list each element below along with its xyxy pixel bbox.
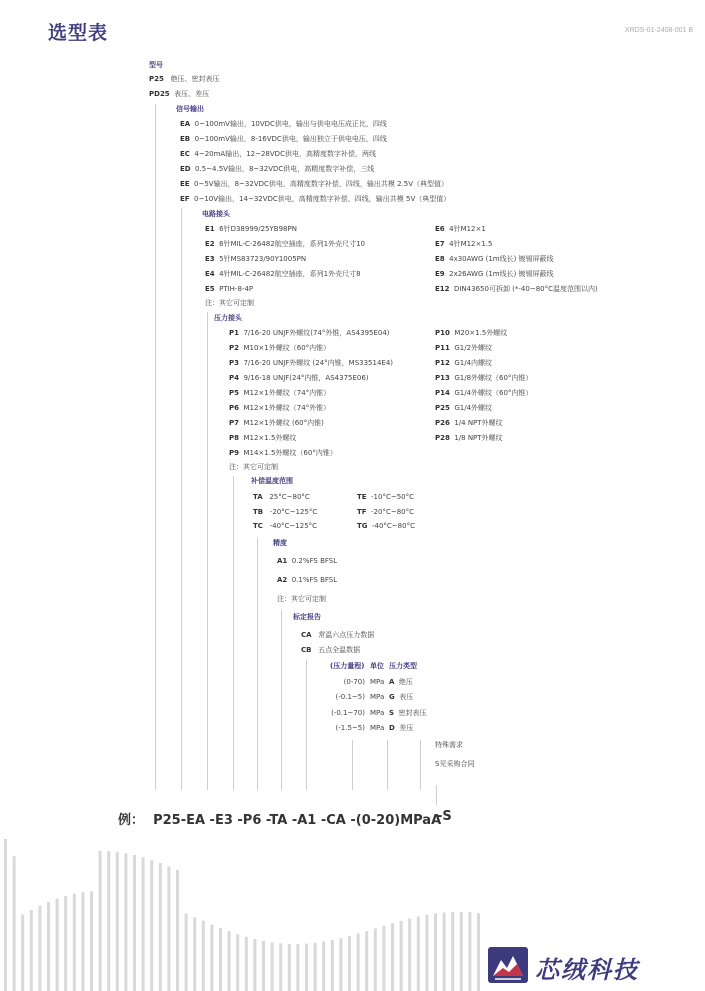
wave-bar bbox=[81, 892, 84, 991]
wave-bar bbox=[99, 851, 102, 991]
wave-bar bbox=[202, 921, 205, 991]
range-header: (压力量程) bbox=[330, 662, 365, 670]
page-title: 选型表 bbox=[48, 22, 109, 44]
signal-heading: 信号输出 bbox=[176, 105, 204, 113]
wave-bar bbox=[159, 863, 162, 991]
connector-item: E4 4针MIL-C-26482航空插座，系列1外壳尺寸8 bbox=[205, 270, 361, 278]
connector-note: 注：其它可定制 bbox=[205, 299, 254, 307]
unit-value: MPa bbox=[370, 693, 385, 701]
wave-bar bbox=[348, 936, 351, 991]
wave-bar bbox=[21, 914, 24, 991]
example-code-text: P25-EA -E3 -P6 -TA -A1 -CA -(0-20)MPaA bbox=[153, 813, 442, 828]
wave-bar bbox=[56, 899, 59, 991]
signal-item: EA 0~100mV输出，10VDC供电，输出与供电电压成正比，四线 bbox=[180, 120, 387, 128]
wave-bar bbox=[322, 942, 325, 991]
wave-bar bbox=[210, 924, 213, 991]
temperature-item: TC -40°C~125°C bbox=[253, 522, 318, 530]
type-item: A 绝压 bbox=[389, 678, 413, 686]
wave-bar bbox=[365, 931, 368, 991]
wave-bar bbox=[133, 855, 136, 991]
wave-bar bbox=[64, 896, 67, 991]
temperature-heading: 补偿温度范围 bbox=[251, 477, 293, 485]
wave-bar bbox=[314, 943, 317, 991]
model-item: P25 绝压、密封表压 bbox=[149, 75, 220, 83]
range-value: (-0.1~70) bbox=[331, 709, 365, 717]
wave-bar bbox=[305, 944, 308, 991]
pressure-port-item: P1 7/16-20 UNJF外螺纹(74°外锥，AS4395E04) bbox=[229, 329, 390, 337]
tree-line-6 bbox=[281, 610, 282, 790]
pressure-port-item: P7 M12×1外螺纹 (60°内锥) bbox=[229, 419, 324, 427]
tree-line-8 bbox=[352, 740, 353, 790]
connector-item: E9 2x26AWG (1m线长) 镀锡屏蔽线 bbox=[435, 270, 554, 278]
signal-item: EE 0~5V输出，8~32VDC供电，高精度数字补偿，四线，输出共模 2.5V（典型值） bbox=[180, 180, 449, 188]
tree-line-4 bbox=[233, 476, 234, 790]
pressure-port-item: P14 G1/4外螺纹（60°内锥） bbox=[435, 389, 533, 397]
wave-bar bbox=[228, 931, 231, 991]
wave-bar bbox=[271, 942, 274, 991]
pressure-port-item: P8 M12×1.5外螺纹 bbox=[229, 434, 297, 442]
wave-bar bbox=[13, 856, 16, 991]
model-item: PD25 表压、差压 bbox=[149, 90, 210, 98]
wave-bar bbox=[167, 866, 170, 991]
wave-bar bbox=[262, 941, 265, 991]
tree-line-9 bbox=[387, 740, 388, 790]
wave-bar bbox=[73, 894, 76, 991]
wave-bar bbox=[331, 940, 334, 991]
connector-item: E12 DIN43650可拆卸 (*-40~80°C温度范围以内) bbox=[435, 285, 598, 293]
pressure-port-item: P28 1/8 NPT外螺纹 bbox=[435, 434, 503, 442]
wave-bar bbox=[460, 912, 463, 991]
tree-line-2 bbox=[181, 208, 182, 790]
wave-bar bbox=[400, 921, 403, 991]
wave-bar bbox=[124, 853, 127, 991]
wave-bar bbox=[451, 912, 454, 991]
wave-bar bbox=[443, 912, 446, 991]
document-code: XRDS-01-2408-001 B bbox=[624, 27, 693, 34]
pressure-port-item: P10 M20×1.5外螺纹 bbox=[435, 329, 508, 337]
wave-bar bbox=[185, 913, 188, 991]
wave-bar bbox=[150, 860, 153, 991]
temperature-item: TA 25°C~80°C bbox=[253, 493, 310, 501]
wave-bar bbox=[116, 852, 119, 991]
temperature-item: TE -10°C~50°C bbox=[357, 493, 414, 501]
accuracy-heading: 精度 bbox=[273, 539, 287, 547]
calibration-heading: 标定报告 bbox=[293, 613, 321, 621]
connector-item: E7 4针M12×1.5 bbox=[435, 240, 493, 248]
temperature-item: TF -20°C~80°C bbox=[357, 508, 414, 516]
unit-value: MPa bbox=[370, 709, 385, 717]
wave-bar bbox=[468, 912, 471, 991]
signal-item: EC 4~20mA输出，12~28VDC供电，高精度数字补偿，两线 bbox=[180, 150, 376, 158]
example-suffix: -S bbox=[437, 809, 452, 824]
pressure-port-item: P3 7/16-20 UNJF外螺纹 (24°内锥，MS33514E4) bbox=[229, 359, 394, 367]
model-heading: 型号 bbox=[149, 61, 163, 69]
temperature-item: TB -20°C~125°C bbox=[253, 508, 318, 516]
wave-bar bbox=[47, 902, 50, 991]
connector-heading: 电路接头 bbox=[202, 210, 230, 218]
temperature-item: TG -40°C~80°C bbox=[357, 522, 415, 530]
wave-bar bbox=[193, 917, 196, 991]
tree-line-3 bbox=[207, 312, 208, 790]
type-item: D 差压 bbox=[389, 724, 414, 732]
range-value: (-0.1~5) bbox=[335, 693, 365, 701]
example-label: 例： bbox=[118, 813, 145, 828]
calibration-item: CB 五点全温数据 bbox=[301, 646, 361, 654]
pressure-port-item: P13 G1/8外螺纹（60°内锥） bbox=[435, 374, 533, 382]
pressure-port-item: P11 G1/2外螺纹 bbox=[435, 344, 493, 352]
pressure-port-item: P4 9/16-18 UNJF(24°内锥，AS4375E06) bbox=[229, 374, 369, 382]
wave-bar bbox=[142, 857, 145, 991]
wave-bar bbox=[4, 839, 7, 991]
wave-bar bbox=[176, 870, 179, 991]
tree-line-1 bbox=[155, 104, 156, 790]
pressure-port-item: P26 1/4 NPT外螺纹 bbox=[435, 419, 503, 427]
type-header: 压力类型 bbox=[389, 662, 417, 670]
connector-item: E6 4针M12×1 bbox=[435, 225, 486, 233]
connector-item: E2 6针MIL-C-26482航空插座，系列1外壳尺寸10 bbox=[205, 240, 366, 248]
unit-header: 单位 bbox=[370, 662, 384, 670]
signal-item: EB 0~100mV输出，8-16VDC供电，输出独立于供电电压，四线 bbox=[180, 135, 387, 143]
xinrong-logo-icon bbox=[487, 946, 529, 984]
accuracy-item: A1 0.2%FS BFSL bbox=[277, 557, 338, 565]
pressure-port-note: 注：其它可定制 bbox=[229, 463, 278, 471]
range-value: (0-70) bbox=[343, 678, 365, 686]
wave-bar bbox=[107, 851, 110, 991]
special-note: S见采购合同 bbox=[435, 760, 475, 768]
pressure-port-item: P12 G1/4内螺纹 bbox=[435, 359, 493, 367]
wave-bar bbox=[425, 915, 428, 991]
wave-bar bbox=[417, 916, 420, 991]
special-label: 特殊需求 bbox=[435, 741, 463, 749]
connector-item: E3 5针MS83723/90Y1005PN bbox=[205, 255, 307, 263]
wave-bar bbox=[38, 906, 41, 991]
calibration-item: CA 常温六点压力数据 bbox=[301, 631, 375, 639]
signal-item: EF 0~10V输出，14~32VDC供电，高精度数字补偿，四线，输出共模 5V（典型值） bbox=[180, 195, 451, 203]
pressure-port-item: P9 M14×1.5外螺纹（60°内锥） bbox=[229, 449, 337, 457]
unit-value: MPa bbox=[370, 724, 385, 732]
connector-item: E5 PTIH-8-4P bbox=[205, 285, 254, 293]
wave-bar bbox=[288, 944, 291, 991]
wave-bar bbox=[434, 913, 437, 991]
connector-item: E1 6针D38999/25YB98PN bbox=[205, 225, 297, 233]
wave-bar bbox=[382, 926, 385, 991]
wave-bar bbox=[391, 923, 394, 991]
wave-bar bbox=[477, 913, 480, 991]
type-item: S 密封表压 bbox=[389, 709, 427, 717]
pressure-port-heading: 压力接头 bbox=[214, 314, 242, 322]
wave-bar bbox=[219, 928, 222, 991]
wave-bar bbox=[296, 944, 299, 991]
wave-bar bbox=[339, 938, 342, 991]
tree-line-11 bbox=[436, 785, 437, 805]
type-item: G 表压 bbox=[389, 693, 414, 701]
pressure-port-item: P6 M12×1外螺纹（74°外锥） bbox=[229, 404, 331, 412]
pressure-port-item: P5 M12×1外螺纹（74°内锥） bbox=[229, 389, 331, 397]
tree-line-5 bbox=[257, 538, 258, 790]
brand-name: 芯绒科技 bbox=[535, 956, 639, 984]
connector-item: E8 4x30AWG (1m线长) 镀锡屏蔽线 bbox=[435, 255, 554, 263]
unit-value: MPa bbox=[370, 678, 385, 686]
wave-bar bbox=[245, 937, 248, 991]
range-value: (-1.5~5) bbox=[335, 724, 365, 732]
pressure-port-item: P25 G1/4外螺纹 bbox=[435, 404, 493, 412]
wave-bar bbox=[253, 939, 256, 991]
tree-line-7 bbox=[306, 660, 307, 790]
wave-bar bbox=[357, 934, 360, 991]
wave-bar bbox=[279, 943, 282, 991]
wave-bar bbox=[30, 910, 33, 991]
accuracy-note: 注：其它可定制 bbox=[277, 595, 326, 603]
wave-bar bbox=[236, 934, 239, 991]
accuracy-item: A2 0.1%FS BFSL bbox=[277, 576, 338, 584]
wave-bar bbox=[374, 928, 377, 991]
wave-bar bbox=[408, 918, 411, 991]
tree-line-10 bbox=[420, 740, 421, 790]
wave-bar bbox=[90, 891, 93, 991]
pressure-port-item: P2 M10×1外螺纹（60°内锥） bbox=[229, 344, 331, 352]
signal-item: ED 0.5~4.5V输出，8~32VDC供电，高精度数字补偿，三线 bbox=[180, 165, 375, 173]
